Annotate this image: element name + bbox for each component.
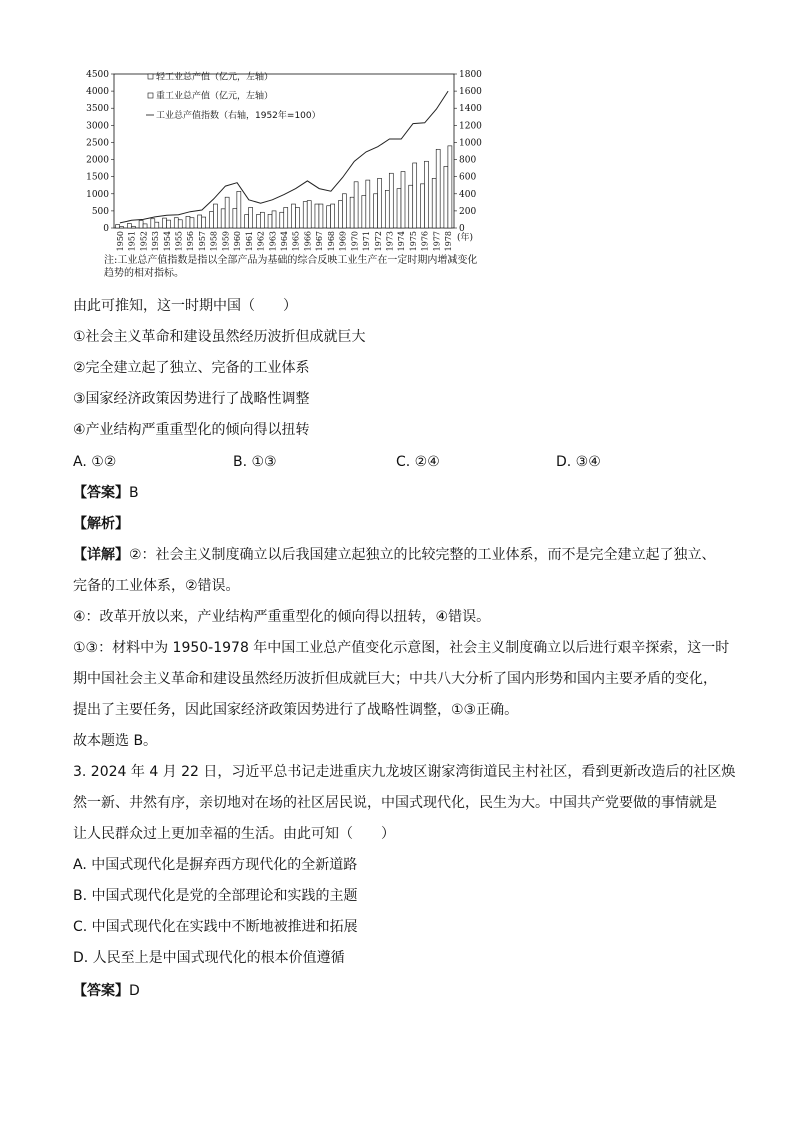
- answer-value: B: [129, 485, 139, 501]
- right-tick-label: 200: [459, 206, 477, 217]
- bar-light-1955: [174, 218, 178, 228]
- bar-heavy-1953: [155, 222, 159, 228]
- x-tick-label: 1957: [197, 231, 207, 252]
- bar-heavy-1968: [331, 204, 335, 228]
- legend-index: 工业总产值指数（右轴，1952年=100）: [156, 111, 321, 121]
- q2-detail-4: ①③：材料中为 1950-1978 年中国工业总产值变化示意图，社会主义制度确立以后进行艰辛探索，这一时: [73, 640, 730, 656]
- bar-heavy-1973: [389, 173, 393, 228]
- left-tick-label: 3000: [86, 121, 109, 132]
- legend-light-swatch: [148, 74, 153, 79]
- left-tick-label: 1000: [86, 189, 109, 200]
- q3-option-d: D. 人民至上是中国式现代化的根本价值遵循: [73, 950, 345, 966]
- x-tick-label: 1960: [233, 231, 243, 252]
- x-tick-label: 1976: [420, 231, 430, 252]
- q2-detail-1: [73, 545, 716, 565]
- bar-light-1971: [362, 195, 366, 228]
- x-tick-label: 1951: [127, 231, 137, 252]
- x-tick-label: 1954: [162, 231, 172, 252]
- left-tick-label: 4500: [86, 70, 109, 80]
- bar-light-1968: [327, 206, 331, 228]
- left-tick-label: 4000: [86, 87, 109, 98]
- x-tick-label: 1966: [303, 231, 313, 252]
- q2-stem: 由此可推知，这一时期中国（ ）: [73, 298, 297, 314]
- q2-item-2: ②完全建立起了独立、完备的工业体系: [73, 360, 310, 376]
- left-tick-label: 500: [91, 206, 109, 217]
- x-tick-label: 1974: [397, 231, 407, 252]
- bar-heavy-1965: [295, 207, 299, 228]
- x-tick-label: 1952: [139, 231, 149, 252]
- bar-heavy-1964: [284, 207, 288, 228]
- bar-light-1960: [233, 208, 237, 228]
- bar-light-1977: [432, 178, 436, 228]
- bar-heavy-1977: [436, 149, 440, 228]
- bar-light-1962: [256, 215, 260, 228]
- bar-light-1956: [186, 216, 190, 228]
- bar-light-1961: [245, 215, 249, 228]
- x-tick-label: 1967: [315, 231, 325, 252]
- q2-item-1: ①社会主义革命和建设虽然经历波折但成就巨大: [73, 329, 366, 345]
- bar-light-1958: [209, 212, 213, 228]
- bar-light-1975: [409, 185, 413, 228]
- bar-light-1978: [444, 166, 448, 228]
- analysis-tag: 【解析】: [73, 516, 129, 532]
- x-tick-label: 1962: [256, 231, 266, 252]
- bar-light-1959: [221, 209, 225, 228]
- q2-detail-3: ④：改革开放以来，产业结构严重重型化的倾向得以扭转，④错误。: [73, 609, 491, 625]
- bar-light-1965: [292, 204, 296, 228]
- right-tick-label: 1600: [459, 87, 482, 98]
- x-tick-label: 1975: [408, 231, 418, 252]
- x-tick-label: 1964: [280, 231, 289, 252]
- left-tick-label: 1500: [86, 172, 109, 183]
- x-unit-label: (年): [457, 233, 474, 243]
- bar-heavy-1961: [249, 207, 253, 228]
- q3-stem-2: 然一新、井然有序，亲切地对在场的社区居民说，中国式现代化，民生为大。中国共产党要做的事情就是: [73, 795, 717, 811]
- chart-note: 注:工业总产值指数是指以全部产品为基础的综合反映工业生产在一定时期内增减变化趋势的相对指标。: [104, 255, 478, 279]
- x-tick-label: 1970: [350, 231, 360, 252]
- bar-heavy-1952: [143, 224, 147, 228]
- x-tick-label: 1963: [268, 231, 278, 252]
- q2-item-3: ③国家经济政策因势进行了战略性调整: [73, 391, 310, 407]
- right-tick-label: 800: [459, 155, 477, 166]
- bar-heavy-1955: [178, 220, 182, 228]
- bar-light-1966: [303, 202, 307, 228]
- x-tick-label: 1969: [338, 231, 348, 252]
- bar-heavy-1967: [319, 204, 323, 228]
- bar-heavy-1958: [213, 204, 217, 228]
- left-tick-label: 2000: [86, 155, 109, 166]
- x-tick-label: 1955: [174, 231, 184, 252]
- right-tick-label: 1800: [459, 70, 482, 80]
- bar-light-1952: [139, 220, 143, 228]
- bar-heavy-1972: [378, 178, 382, 228]
- right-tick-label: 0: [459, 224, 465, 234]
- q3-stem-3: 让人民群众过上更加幸福的生活。由此可知（ ）: [73, 826, 395, 842]
- x-tick-label: 1973: [385, 231, 395, 252]
- bar-light-1972: [374, 194, 378, 228]
- bar-light-1970: [350, 197, 354, 228]
- legend-heavy: 重工业总产值（亿元，左轴）: [156, 91, 274, 102]
- q2-detail-5: 期中国社会主义革命和建设虽然经历波折但成就巨大；中共八大分析了国内形势和国内主要矛盾的变化，: [73, 671, 717, 687]
- x-tick-label: 1977: [432, 231, 442, 252]
- x-tick-label: 1961: [244, 231, 254, 252]
- industrial-output-chart: [76, 64, 496, 279]
- q3-answer: [73, 981, 140, 1001]
- bar-heavy-1960: [237, 191, 241, 228]
- x-tick-label: 1958: [209, 231, 219, 252]
- bar-heavy-1956: [190, 218, 194, 228]
- left-tick-label: 0: [103, 224, 109, 234]
- x-tick-label: 1968: [326, 231, 336, 252]
- x-tick-label: 1950: [115, 231, 125, 252]
- bar-heavy-1959: [225, 197, 229, 228]
- right-tick-label: 400: [459, 189, 477, 200]
- q2-detail-6: 提出了主要任务，因此国家经济政策因势进行了战略性调整，①③正确。: [73, 702, 519, 718]
- bar-heavy-1969: [342, 194, 346, 228]
- bar-heavy-1950: [120, 227, 124, 228]
- q2-option-c: C. ②④: [396, 454, 440, 470]
- bar-heavy-1976: [424, 161, 428, 228]
- bar-heavy-1962: [260, 212, 264, 228]
- answer-tag: 【答案】: [73, 485, 129, 501]
- x-tick-label: 1965: [291, 231, 301, 252]
- bar-light-1951: [127, 224, 131, 228]
- q3-stem-1: 3. 2024 年 4 月 22 日，习近平总书记走进重庆九龙坡区谢家湾街道民主村社区，看到更新改造后的社区焕: [73, 764, 736, 780]
- x-tick-label: 1972: [373, 231, 383, 252]
- q2-option-d: D. ③④: [556, 454, 601, 470]
- bar-heavy-1974: [401, 172, 405, 228]
- q3-option-a: A. 中国式现代化是摒弃西方现代化的全新道路: [73, 857, 358, 873]
- detail-tag: 【详解】: [73, 547, 129, 563]
- bar-light-1973: [385, 190, 389, 228]
- q3-option-b: B. 中国式现代化是党的全部理论和实践的主题: [73, 888, 358, 904]
- x-tick-label: 1971: [362, 231, 372, 252]
- q2-item-4: ④产业结构严重重型化的倾向得以扭转: [73, 422, 310, 438]
- legend-light: 轻工业总产值（亿元，左轴）: [156, 72, 274, 83]
- x-tick-label: 1956: [186, 231, 196, 252]
- bar-light-1957: [198, 215, 202, 228]
- bar-light-1967: [315, 204, 319, 228]
- q2-option-a: A. ①②: [73, 454, 117, 470]
- bar-light-1964: [280, 212, 284, 228]
- bar-light-1976: [420, 184, 424, 228]
- bar-heavy-1970: [354, 182, 358, 228]
- q2-detail-7: 故本题选 B。: [73, 733, 158, 749]
- detail-line-1: ②：社会主义制度确立以后我国建立起独立的比较完整的工业体系，而不是完全建立起了独立、: [129, 547, 716, 563]
- bar-heavy-1951: [131, 226, 135, 228]
- bar-heavy-1966: [307, 201, 311, 228]
- q3-answer-tag: 【答案】: [73, 983, 129, 999]
- bar-heavy-1963: [272, 211, 276, 228]
- q3-answer-value: D: [129, 983, 140, 999]
- bar-light-1974: [397, 189, 401, 228]
- q2-option-b: B. ①③: [233, 454, 277, 470]
- legend-heavy-swatch: [148, 93, 153, 98]
- bar-light-1953: [151, 219, 155, 228]
- bar-light-1969: [338, 201, 342, 228]
- right-tick-label: 1200: [459, 121, 482, 132]
- q2-detail-2: 完备的工业体系，②错误。: [73, 578, 240, 594]
- bar-heavy-1971: [366, 180, 370, 228]
- q3-option-c: C. 中国式现代化在实践中不断地被推进和拓展: [73, 919, 358, 935]
- bar-heavy-1978: [448, 146, 452, 228]
- bar-heavy-1954: [167, 220, 171, 228]
- right-tick-label: 1000: [459, 138, 482, 149]
- left-tick-label: 2500: [86, 138, 109, 149]
- q2-analysis-tag: [73, 514, 129, 534]
- left-tick-label: 3500: [86, 104, 109, 115]
- bar-heavy-1957: [202, 217, 206, 228]
- x-tick-label: 1953: [151, 231, 161, 252]
- bar-light-1950: [116, 225, 120, 228]
- right-tick-label: 600: [459, 172, 477, 183]
- x-tick-label: 1978: [444, 231, 454, 252]
- right-tick-label: 1400: [459, 104, 482, 115]
- x-tick-label: 1959: [221, 231, 231, 252]
- bar-light-1963: [268, 214, 272, 228]
- q2-answer: [73, 483, 139, 503]
- bar-heavy-1975: [413, 163, 417, 228]
- bar-light-1954: [163, 218, 167, 228]
